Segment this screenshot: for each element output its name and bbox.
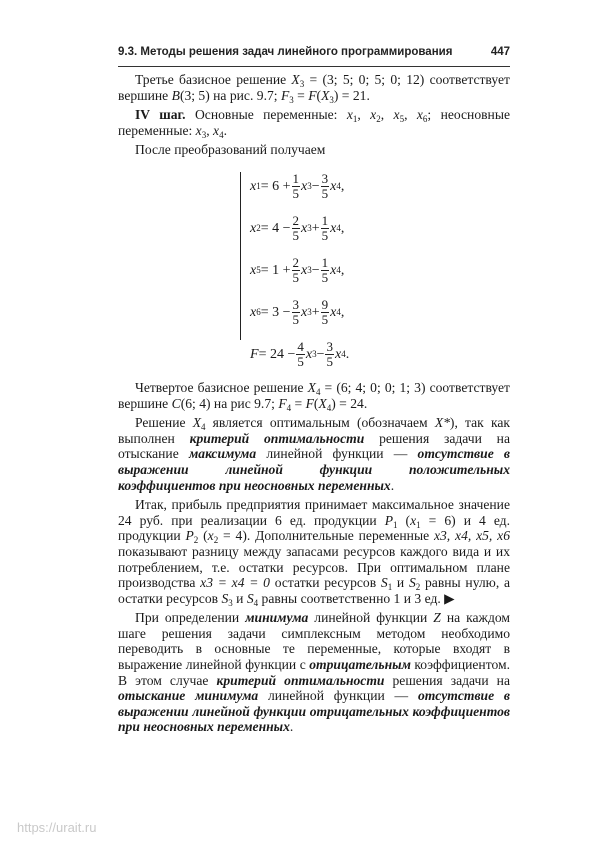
watermark-url: https://urait.ru (17, 820, 97, 835)
equation-x1: x 1 = 6 + $\frac{1}{5}$ x 3 − $\frac{3}{5}$ x 4 , (250, 170, 345, 201)
paragraph-after-transform: После преобразований получаем (135, 142, 326, 158)
system-brace (240, 172, 249, 340)
paragraph-minimum: При определении минимума линейной функции Z на каждом шаге решения задачи симплексным методом необходимо переводить в основные те переменные, которые входят в выражение линейной функции с отрицательным коэффициентом. В этом случае критерий оптимальности решения задачи на отыскание минимума линейной функции — отсутствие в выражении линейной функции отрицательных коэффициентов при неосновных переменных. (118, 610, 511, 735)
paragraph-third-solution: Третье базисное решение $X_3 = (3$; 5; 0; 5; 0; 12) соответствует вершине B(3; 5) на рис. 9.7; $F_3 = F(X_3) = 21$. (118, 72, 510, 105)
equation-system (240, 168, 510, 376)
paragraph-fourth-solution: Четвертое базисное решение $X_4 = (6$; 4; 0; 0; 1; 3) соответствует вершине C(6; 4) на рис 9.7; $F_4 = F(X_4) = 24$. (118, 379, 510, 413)
equation-x6: x 6 = 3 − $\frac{3}{5}$ x 3 + $\frac{9}{5}$ x 4 , (250, 296, 345, 327)
running-head (118, 46, 510, 58)
paragraph-step-four: IV шаг. Основные переменные: $x_1$, $x_2$, $x_5$, $x_6$; неосновные переменные: $x_3$, $x_4$. (118, 107, 510, 140)
body-text (118, 72, 510, 735)
section-title: 9.3. Методы решения задач линейного программирования (118, 46, 453, 58)
page-number: 447 (490, 46, 510, 58)
equation-x2: x 2 = 4 − $\frac{2}{5}$ x 3 + $\frac{1}{5}$ x 4 , (250, 212, 345, 243)
header-rule (118, 66, 510, 67)
paragraph-conclusion: Итак, прибыль предприятия принимает максимальное значение 24 руб. при реализации 6 ед. продукции $P_1$ $(x_1 = 6)$ и 4 ед. продукции $P_2$ $(x_2 = 4)$. Дополнительные переменные x3, x4, x5, x6 показывают разницу между запасами ресурсов каждого вида и их потреблением, т.е. остатки ресурсов. При оптимальном плане производства x3 = x4 = 0 остатки ресурсов $S_1$ и $S_2$ равны нулю, а остатки ресурсов $S_3$ и $S_4$ равны соответственно 1 и 3 ед. ▶ (118, 497, 511, 608)
end-of-example-marker: ▶ (444, 590, 455, 606)
equation-x5: x 5 = 1 + $\frac{2}{5}$ x 3 − $\frac{1}{5}$ x 4 , (250, 254, 345, 285)
equation-objective-F: F = 24 − $\frac{4}{5}$ x 3 − $\frac{3}{5}$ x 4 . (250, 338, 350, 369)
paragraph-optimal: Решение $X_4$ является оптимальным (обозначаем X*), так как выполнен критерий оптимальности решения задачи на отыскание максимума линейной функции — отсутствие в выражении линейной функции положительных коэффициентов при неосновных переменных. (118, 415, 511, 493)
step-label: IV шаг. (135, 107, 186, 123)
